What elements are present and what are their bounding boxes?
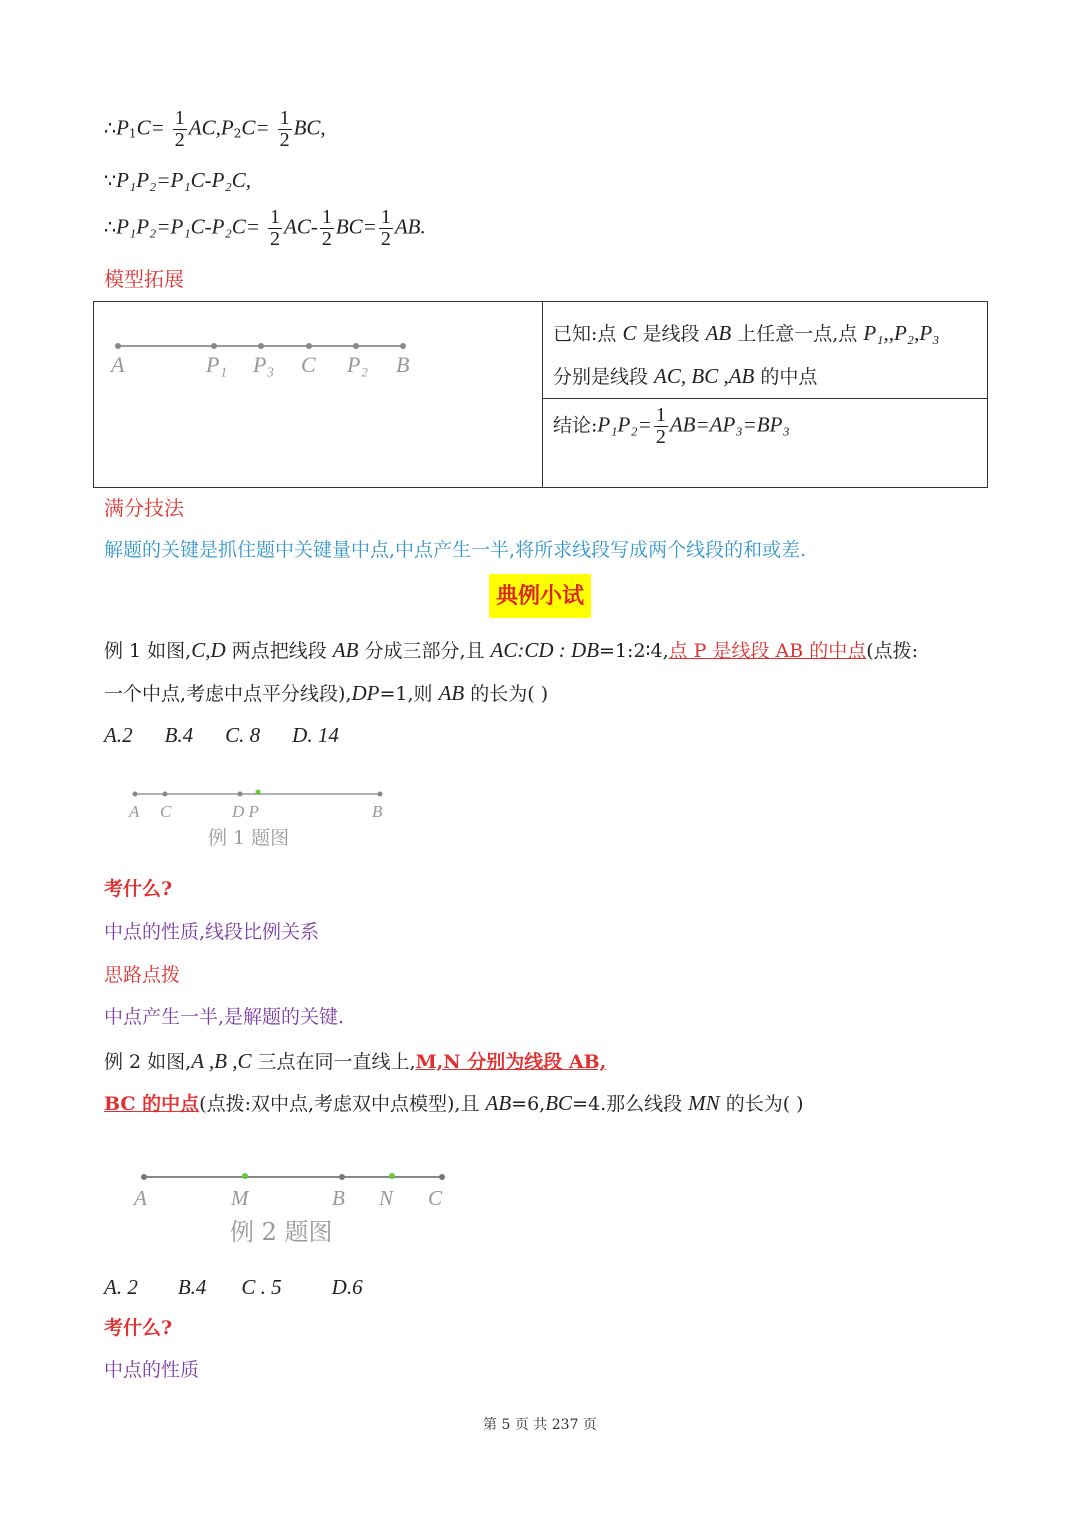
label-dp: D P <box>232 802 259 821</box>
numerator: 1 <box>321 206 332 228</box>
tip-text: 解题的关键是抓住题中关键量中点,中点产生一半,将所求线段写成两个线段的和或差. <box>104 539 807 561</box>
ex2-diagram <box>125 1160 485 1255</box>
fraction-half <box>268 207 282 250</box>
numerator: 1 <box>380 206 391 228</box>
label-c: C <box>160 802 172 821</box>
ex2-options <box>104 1277 363 1298</box>
text: 是线段 <box>636 323 706 345</box>
numerator: 1 <box>270 206 281 228</box>
math-text: AB <box>332 638 359 662</box>
model-diagram-cell <box>94 302 543 488</box>
highlighted-condition: BC 的中点 <box>104 1093 200 1115</box>
math-text: C= <box>241 115 270 140</box>
math-text: AC:CD : DB <box>490 638 600 662</box>
segment-diagram <box>94 302 540 402</box>
fraction-half <box>654 405 668 448</box>
math-text: BC <box>545 1091 573 1115</box>
ex1-diagram <box>120 780 420 860</box>
label-m: M <box>231 1186 249 1210</box>
math-text: AC, BC ,AB <box>654 364 755 388</box>
ex1-line-1 <box>104 640 918 661</box>
math-text: AB <box>705 321 732 345</box>
text: 一个中点,考虑中点平分线段), <box>104 683 352 705</box>
point-d <box>238 792 243 797</box>
point-a <box>133 792 138 797</box>
numerator: 1 <box>174 107 185 129</box>
given-line-2 <box>553 355 977 398</box>
math-text: P₁P₂=P₁C-P₂C= <box>116 214 260 239</box>
math-text: BC, <box>293 115 326 140</box>
option-c[interactable]: C. 8 <box>225 723 261 747</box>
proof-line-2 <box>104 170 251 191</box>
ex2-q-title: 考什么? <box>104 1317 173 1339</box>
text: 的中点 <box>754 366 818 388</box>
math-text: AB. <box>394 214 426 239</box>
therefore-symbol: ∴ <box>104 117 117 140</box>
text: 结论: <box>553 414 598 437</box>
text: 上任意一点,点 <box>731 323 864 345</box>
option-b[interactable]: B.4 <box>177 1275 207 1299</box>
model-title: 模型拓展 <box>104 267 184 291</box>
point-a <box>115 343 121 349</box>
math-text: P₁,,P₂,P₃ <box>863 321 940 345</box>
label-p2: P₂ <box>347 352 369 377</box>
option-c[interactable]: C . 5 <box>241 1275 282 1299</box>
text: 例 1 如图, <box>104 640 192 662</box>
math-text: BC= <box>335 214 377 239</box>
math-text: C <box>622 321 637 345</box>
math-text: P₁P₂= <box>597 412 652 437</box>
math-text: C= <box>136 115 165 140</box>
text: 的长为( ) <box>719 1093 804 1115</box>
label-c: C <box>301 352 316 377</box>
fraction-half <box>379 207 393 250</box>
math-text: C,D <box>191 638 226 662</box>
point-p3 <box>258 343 264 349</box>
page-footer: 第 5 页 共 237 页 <box>483 1417 597 1433</box>
label-p3: P₃ <box>253 352 275 377</box>
ex2-q-answer: 中点的性质 <box>104 1359 200 1381</box>
label-b: B <box>372 802 383 821</box>
text: 的长为( ) <box>464 683 549 705</box>
denominator: 2 <box>380 228 391 250</box>
ex1-hint-title: 思路点拨 <box>104 964 181 986</box>
proof-line-3 <box>104 207 426 250</box>
tip-title: 满分技法 <box>104 496 184 520</box>
therefore-symbol: ∴ <box>104 216 117 239</box>
ex2-line-1 <box>104 1051 606 1072</box>
point-c <box>306 343 312 349</box>
denominator: 2 <box>279 129 290 151</box>
point-p <box>256 790 261 795</box>
point-n <box>389 1173 395 1179</box>
given-cell <box>543 302 988 399</box>
fraction-half <box>278 108 292 151</box>
option-d[interactable]: D.6 <box>331 1275 363 1299</box>
math-text: P₁P₂=P₁C-P₂C, <box>116 168 252 192</box>
text: =1:2∶4, <box>599 640 669 662</box>
fraction-half <box>173 108 187 151</box>
label-n: N <box>379 1186 394 1210</box>
text: 分别是线段 <box>553 366 655 388</box>
point-c <box>439 1174 445 1180</box>
point-b <box>339 1174 345 1180</box>
math-text: AC,P <box>188 115 234 140</box>
math-text: AB <box>485 1091 512 1115</box>
label-c: C <box>428 1186 443 1210</box>
ex2-caption: 例 2 题图 <box>230 1218 333 1246</box>
point-p1 <box>211 343 217 349</box>
denominator: 2 <box>174 129 185 151</box>
label-b: B <box>396 352 410 377</box>
text: 三点在同一直线上, <box>251 1051 416 1073</box>
point-b <box>378 792 383 797</box>
numerator: 1 <box>655 404 666 426</box>
text: 两点把线段 <box>225 640 333 662</box>
denominator: 2 <box>321 228 332 250</box>
point-a <box>141 1174 147 1180</box>
ex1-caption: 例 1 题图 <box>208 827 290 849</box>
math-text: A ,B ,C <box>191 1049 252 1073</box>
ex1-q-answer: 中点的性质,线段比例关系 <box>104 921 320 943</box>
label-a: A <box>129 802 140 821</box>
ex1-hint-text: 中点产生一半,是解题的关键. <box>104 1006 345 1028</box>
point-p2 <box>353 343 359 349</box>
given-line-1 <box>553 312 977 355</box>
label-p1: P₁ <box>206 352 228 377</box>
proof-line-1: $\therefore P_1C=$ $\frac{1}{2}$ $AC,P_2C=$ $\frac{1}{2}$ BC, <box>104 107 326 151</box>
option-b[interactable]: B.4 <box>164 723 194 747</box>
math-text: AB=AP₃=BP₃ <box>669 412 790 437</box>
math-text: DP <box>351 681 380 705</box>
math-text: P <box>116 115 129 140</box>
denominator: 2 <box>270 228 281 250</box>
ex2-line-2 <box>104 1093 804 1114</box>
fraction-half <box>320 207 334 250</box>
model-table <box>93 301 988 488</box>
highlighted-condition: 点 P 是线段 AB 的中点 <box>668 640 867 662</box>
label-a: A <box>134 1186 147 1210</box>
conclusion-cell <box>543 399 988 488</box>
numerator: 1 <box>279 107 290 129</box>
text: 分成三部分,且 <box>358 640 491 662</box>
label-a: A <box>111 352 125 377</box>
ex1-options <box>104 725 339 746</box>
math-text: AB <box>438 681 465 705</box>
section-title: 典例小试 <box>489 574 591 618</box>
text: (点拨:双中点,考虑双中点模型),且 <box>199 1093 486 1115</box>
ex1-q-title: 考什么? <box>104 878 173 900</box>
denominator: 2 <box>655 426 666 448</box>
text: (点拨: <box>866 640 919 662</box>
text: =1,则 <box>379 683 439 705</box>
ex1-line-2 <box>104 683 548 704</box>
option-a[interactable]: A. 2 <box>104 1275 138 1299</box>
label-b: B <box>332 1186 345 1210</box>
option-d[interactable]: D. 14 <box>292 723 339 747</box>
point-c <box>163 792 168 797</box>
option-a[interactable]: A.2 <box>104 723 133 747</box>
point-m <box>242 1173 248 1179</box>
math-text: AC- <box>284 214 318 239</box>
text: 例 2 如图, <box>104 1051 192 1073</box>
text: 已知:点 <box>553 323 623 345</box>
point-b <box>400 343 406 349</box>
text: =6, <box>511 1093 546 1115</box>
math-text: MN <box>688 1091 720 1115</box>
highlighted-condition: M,N 分别为线段 AB, <box>415 1051 607 1073</box>
because-symbol: ∵ <box>104 170 117 192</box>
text: =4.那么线段 <box>572 1093 689 1115</box>
